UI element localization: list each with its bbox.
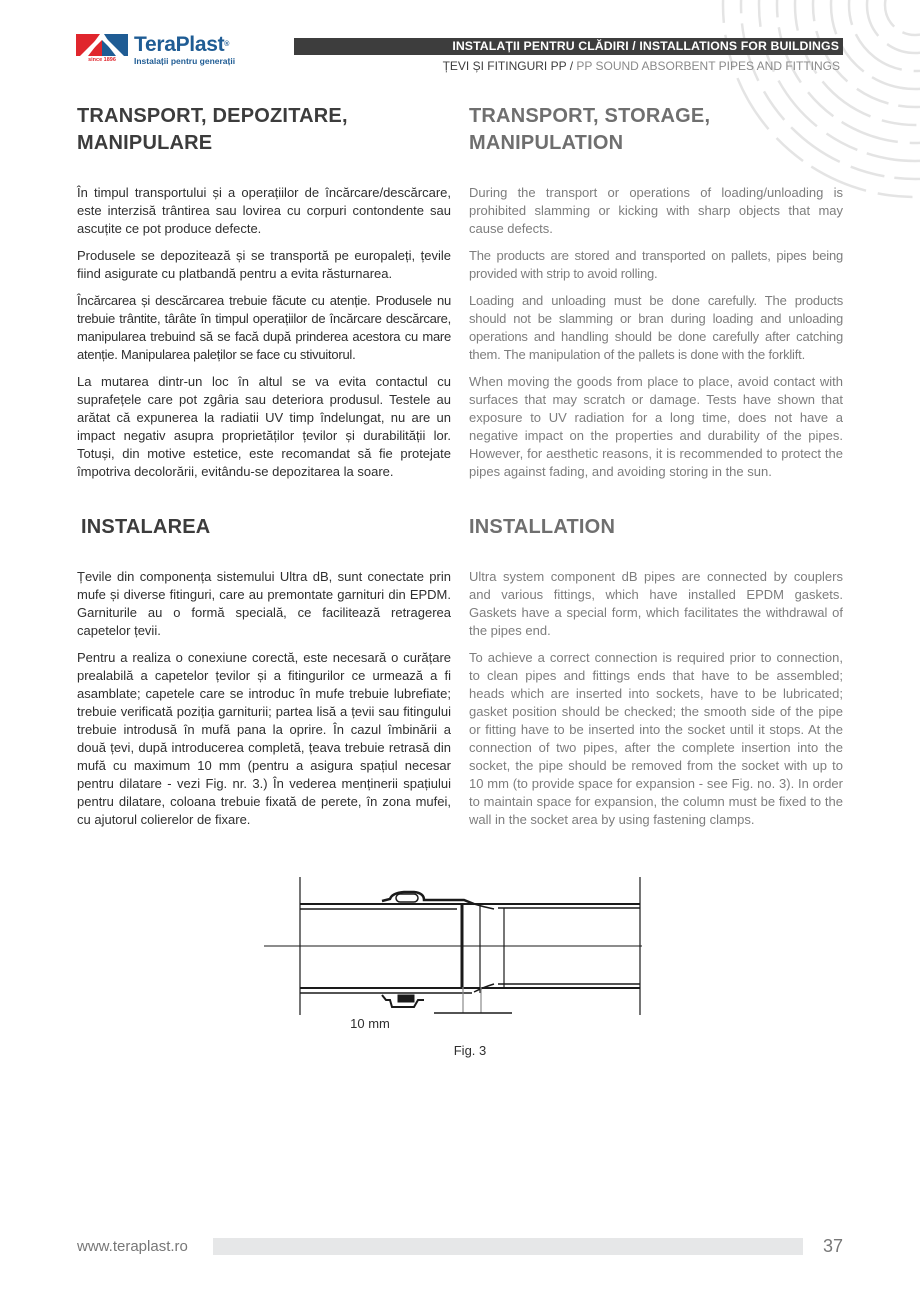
- section-install-en: [469, 514, 843, 838]
- paragraph: During the transport or operations of loading/unloading is prohibited slamming or kicking with sharp objects that may cause defects.: [469, 185, 843, 236]
- pipe-joint-diagram: [262, 875, 642, 1025]
- subcategory-ro: ȚEVI ȘI FITINGURI PP: [442, 59, 567, 73]
- section-title: INSTALLATION: [469, 516, 616, 538]
- section-install-ro: [77, 514, 451, 838]
- brand-tagline: Instalații pentru generații: [134, 56, 236, 66]
- teraplast-logo: [76, 34, 246, 68]
- roof-logo-icon: [76, 34, 128, 66]
- paragraph: Ultra system component dB pipes are connected by couplers and various fittings, which have installed EPDM gaskets. Gaskets have a special form, which facilitates the withdrawal of the pipes end.: [469, 569, 843, 638]
- paragraph: Încărcarea și descărcarea trebuie făcute cu atenție. Produsele nu trebuie trântite, târâte în timpul operațiilor de încărcare descărcare, manipularea trebuind să se facă după prinderea acestora cu mare atenție. Manipularea paleților se face cu stivuitorul.: [77, 293, 451, 362]
- paragraph: Țevile din componența sistemului Ultra dB, sunt conectate prin mufe și diverse fitinguri, care au premontate garnituri din EPDM. Garniturile au o formă specială, ce facilitează retragerea capetelor țevii.: [77, 569, 451, 638]
- since-label: since 1896: [88, 57, 116, 63]
- paragraph: When moving the goods from place to place, avoid contact with surfaces that may scratch or damage. Tests have shown that exposure to UV radiation for a long time, does not have a negative impact on the properties and durability of the pipes. However, for aesthetic reasons, it is recommended to protect the pipes against fading, and avoiding storing in the sun.: [469, 374, 843, 479]
- paragraph: În timpul transportului și a operațiilor de încărcare/descărcare, este interzisă trântirea sau lovirea cu corpuri contondente sau ascuțite ce pot produce defecte.: [77, 185, 451, 236]
- brand-name: TeraPlast: [134, 33, 225, 56]
- section-title: INSTALAREA: [81, 516, 211, 538]
- paragraph: Produsele se depozitează și se transportă pe europaleți, țevile fiind asigurate cu platbandă pentru a evita răsturnarea.: [77, 248, 451, 281]
- subcategory-en: PP SOUND ABSORBENT PIPES AND FITTINGS: [576, 59, 840, 73]
- paragraph: Loading and unloading must be done carefully. The products should not be slamming or bran during loading and unloading operations and handling should be done carefully after catching them. The manipulation of the pallets is done with the forklift.: [469, 293, 843, 362]
- paragraph: La mutarea dintr-un loc în altul se va evita contactul cu suprafețele care pot zgâria sau deteriora produsul. Testele au arătat că expunerea la radiatii UV timp îndelungat, nu are un impact negativ asupra proprietăților țevilor și durabilității lor. Totuși, din motive estetice, este recomandat să fie protejate împotriva decolorării, evitându-se depozitarea la soare.: [77, 374, 451, 479]
- page-number: 37: [822, 1236, 843, 1256]
- paragraph: Pentru a realiza o conexiune corectă, este necesară o curățare prealabilă a capetelor țevilor și a fitingurilor ce urmează a fi asamblate; capetele care se introduc în mufe trebuie lubrefiate; trebuie verificată poziția garniturii; partea lisă a țevii sau fitingului trebuie introdusă în mufă pana la oprire. În cazul îmbinării a două țevi, după introducerea completă, țeava trebuie retrasă din mufă cu maximum 10 mm (pentru a asigura spațiul necesar pentru dilatare - vezi Fig. nr. 3.) În vederea menținerii spațiului pentru dilatare, coloana trebuie fixată de perete, în zona mufei, cu ajutorul colierelor de fixare.: [77, 650, 451, 827]
- section-title: TRANSPORT, STORAGE, MANIPULATION: [469, 105, 711, 154]
- category-bar: INSTALAȚII PENTRU CLĂDIRI / INSTALLATIONS FOR BUILDINGS: [294, 38, 843, 55]
- paragraph: To achieve a correct connection is required prior to connection, to clean pipes and fittings ends that have to be assembled; heads which are inserted into sockets, have to be lubricated; gasket position should be checked; the smooth side of the pipe or fitting have to be inserted into the socket until it stops. At the connection of two pipes, after the complete insertion into the socket, the pipe should be removed from the socket with up to 10 mm (to provide space for expansion - see Fig. no. 3). In order to maintain space for expansion, the column must be fixed to the wall in the socket area by using fastening clamps.: [469, 650, 843, 827]
- section-transport-ro: [77, 103, 451, 490]
- footer-bar: [213, 1238, 803, 1255]
- figure-caption: Fig. 3: [453, 1043, 487, 1058]
- website-link[interactable]: www.teraplast.ro: [77, 1238, 188, 1255]
- subcategory-line: [443, 59, 840, 73]
- section-transport-en: [469, 103, 843, 490]
- registered-mark: ®: [224, 41, 230, 48]
- section-title: TRANSPORT, DEPOZITARE, MANIPULARE: [77, 105, 348, 154]
- paragraph: The products are stored and transported on pallets, pipes being provided with strip to avoid rolling.: [469, 248, 843, 281]
- subcategory-separator: /: [566, 59, 577, 73]
